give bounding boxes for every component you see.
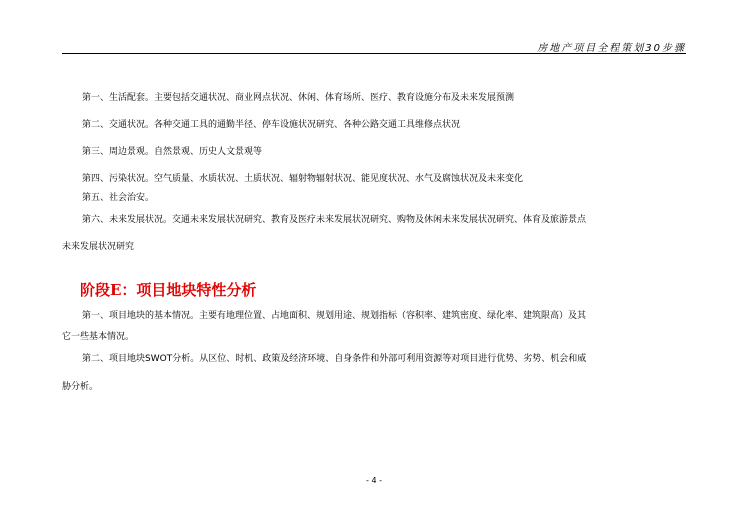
header-title: 房地产项目全程策划30步骤 (537, 43, 686, 54)
paragraph-plot-basics-cont: 它一些基本情况。 (62, 332, 135, 342)
paragraph-future-development-cont: 未来发展状况研究 (62, 242, 135, 252)
header-rule (62, 53, 686, 54)
paragraph-plot-basics: 第一、项目地块的基本情况。主要有地理位置、占地面积、规划用途、规划指标（容积率、建筑密度、绿化率、建筑限高）及其 (82, 311, 587, 321)
paragraph-living-facilities: 第一、生活配套。主要包括交通状况、商业网点状况、休闲、体育场所、医疗、教育设施分布及未来发展预测 (82, 93, 515, 103)
paragraph-public-security: 第五、社会治安。 (82, 193, 155, 203)
paragraph-future-development: 第六、未来发展状况。交通未来发展状况研究、教育及医疗未来发展状况研究、购物及休闲未来发展状况研究、体育及旅游景点 (82, 215, 587, 225)
paragraph-landscape: 第三、周边景观。自然景观、历史人文景观等 (82, 147, 263, 157)
paragraph-swot-cont: 胁分析。 (62, 382, 99, 392)
paragraph-pollution: 第四、污染状况。空气质量、水质状况、土质状况、辐射物辐射状况、能见度状况、水气及腐蚀状况及未来变化 (82, 174, 524, 184)
paragraph-traffic: 第二、交通状况。各种交通工具的通勤半径、停车设施状况研究、各种公路交通工具维修点状况 (82, 120, 461, 130)
paragraph-swot: 第二、项目地块SWOT分析。从区位、时机、政策及经济环境、自身条件和外部可利用资源等对项目进行优势、劣势、机会和威 (82, 354, 587, 364)
section-heading: 阶段E：项目地块特性分析 (80, 281, 257, 299)
page-number: - 4 - (366, 476, 382, 485)
